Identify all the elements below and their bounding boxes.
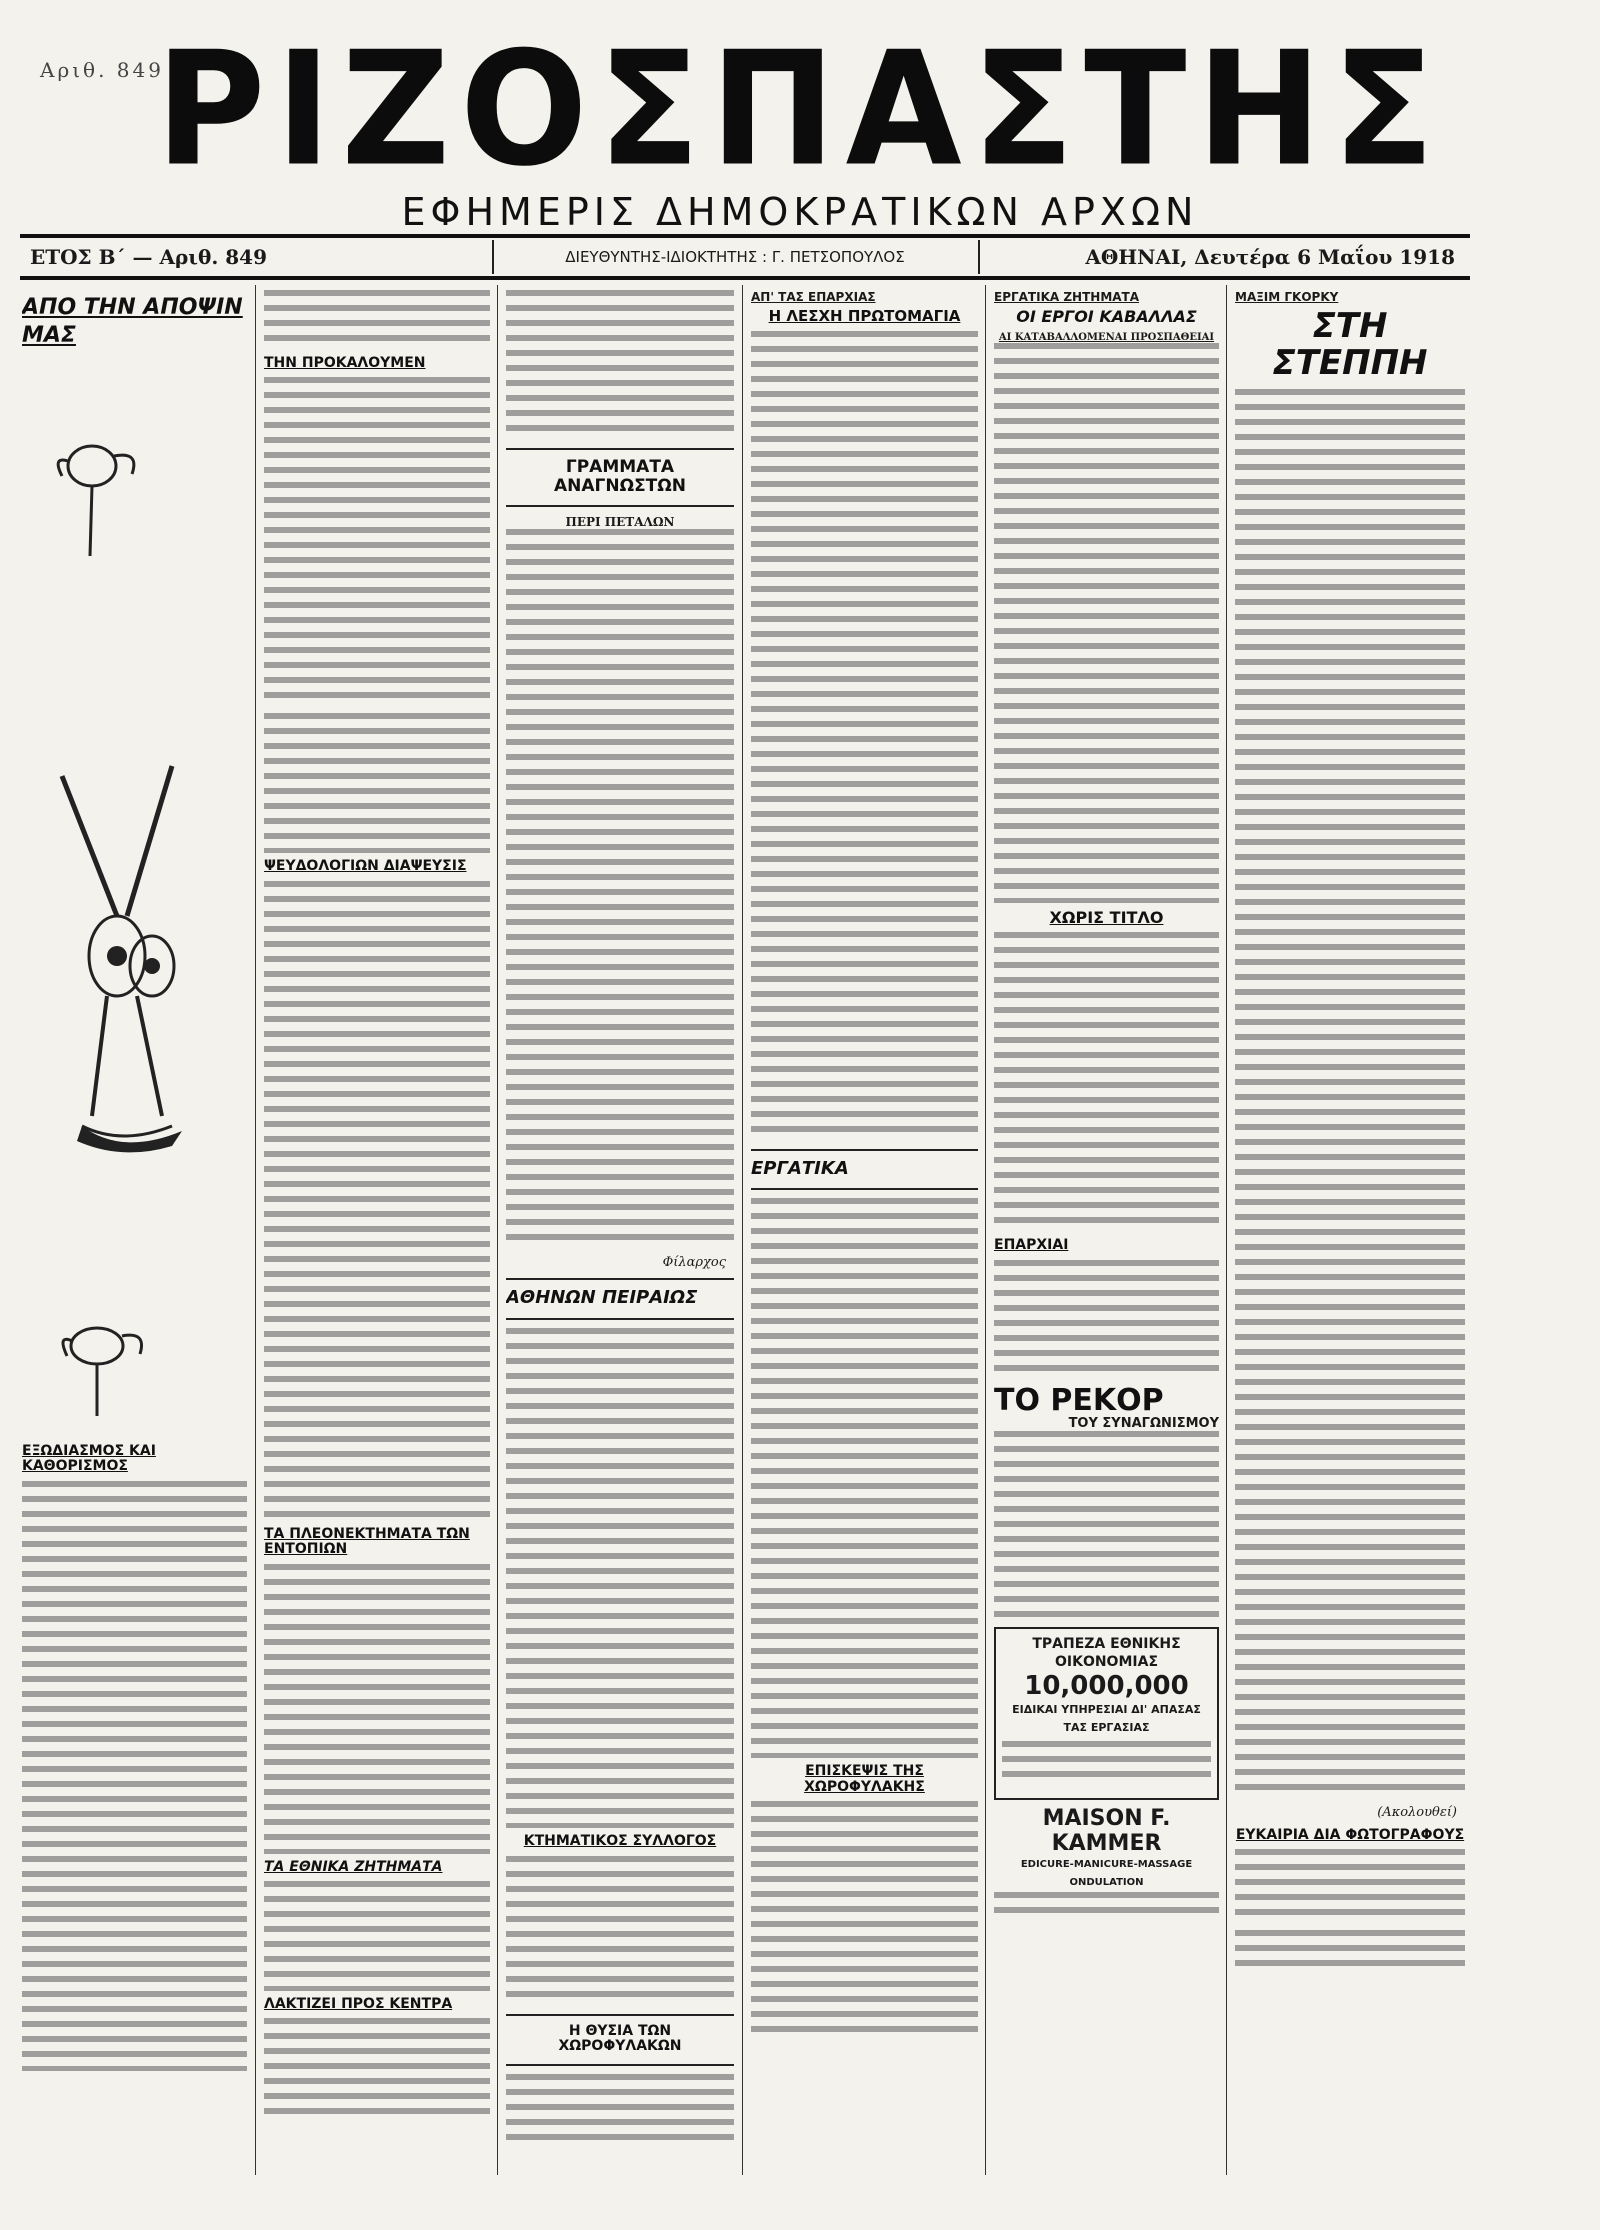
col5-body-4 <box>994 1431 1219 1621</box>
col3-signature: Φίλαρχος <box>662 1255 726 1271</box>
col6-body-2 <box>1235 1849 1465 1924</box>
col2-body-2 <box>264 881 490 1521</box>
col2-headline-5: ΛΑΚΤΙΖΕΙ ΠΡΟΣ ΚΕΝΤΡΑ <box>264 1995 453 2012</box>
column-2 <box>264 290 490 2170</box>
col4-headline-1: Η ΛΕΣΧΗ ΠΡΩΤΟΜΑΓΙΑ <box>768 307 961 325</box>
col3-body-2 <box>506 1328 734 1828</box>
col2-headline-3: ΤΑ ΠΛΕΟΝΕΚΤΗΜΑΤΑ ΤΩΝ ΕΝΤΟΠΙΩΝ <box>264 1525 470 1558</box>
col3-body-4 <box>506 2074 734 2144</box>
col3-headline-2: ΑΘΗΝΩΝ ΠΕΙΡΑΙΩΣ <box>506 1287 698 1309</box>
col3-headline-3: ΚΤΗΜΑΤΙΚΟΣ ΣΥΛΛΟΓΟΣ <box>523 1833 717 1850</box>
col2-body-4 <box>264 1881 490 1991</box>
col6-headline-1: ΣΤΗ ΣΤΕΠΠΗ <box>1272 306 1428 384</box>
col5-kicker: ΕΡΓΑΤΙΚΑ ΖΗΤΗΜΑΤΑ <box>994 290 1140 304</box>
col2-headline-2: ΨΕΥΔΟΛΟΓΙΩΝ ΔΙΑΨΕΥΣΙΣ <box>264 858 467 875</box>
col5-body-3 <box>994 1260 1219 1380</box>
col5-headline-2: ΧΩΡΙΣ ΤΙΤΛΟ <box>1049 907 1164 927</box>
col3-body-1 <box>506 529 734 1249</box>
col5-headline-3: ΕΠΑΡΧΙΑΙ <box>994 1237 1069 1254</box>
kammer-ad-title: MAISON F. KAMMER <box>1042 1805 1171 1856</box>
col3-headline-1: ΓΡΑΜΜΑΤΑ ΑΝΑΓΝΩΣΤΩΝ <box>554 457 686 496</box>
col3-body-3 <box>506 1856 734 2006</box>
col4-body-3 <box>751 1801 978 2041</box>
col4-body-2 <box>751 1198 978 1758</box>
col6-body-3 <box>1235 1930 1465 1970</box>
col3-subheadline-1: ΠΕΡΙ ΠΕΤΑΛΩΝ <box>565 515 675 530</box>
issue-corner-note: Αριθ. 849 <box>40 58 164 82</box>
bank-ad-title: ΤΡΑΠΕΖΑ ΕΘΝΙΚΗΣ ΟΙΚΟΝΟΜΙΑΣ <box>1032 1635 1181 1670</box>
col2-body-5 <box>264 2018 490 2118</box>
col4-body-1 <box>751 331 978 1141</box>
col6-body-1 <box>1235 389 1465 1799</box>
newspaper-subtitle: ΕΦΗΜΕΡΙΣ ΔΗΜΟΚΡΑΤΙΚΩΝ ΑΡΧΩΝ <box>401 190 1199 234</box>
col3-lead-text <box>506 290 734 440</box>
scissors-cartoon-illustration <box>22 356 247 1436</box>
column-rule <box>985 285 986 2175</box>
col5-body-2 <box>994 932 1219 1232</box>
col4-headline-3: ΕΠΙΣΚΕΨΙΣ ΤΗΣ ΧΩΡΟΦΥΛΑΚΗΣ <box>804 1763 925 1795</box>
dateline-separator <box>492 240 494 274</box>
col5-headline-1: ΟΙ ΕΡΓΟΙ ΚΑΒΑΛΛΑΣ <box>1016 307 1197 326</box>
col2-lead-text <box>264 290 490 350</box>
col2-headline-4: ΤΑ ΕΘΝΙΚΑ ΖΗΤΗΜΑΤΑ <box>264 1858 443 1875</box>
col3-headline-4: Η ΘΥΣΙΑ ΤΩΝ ΧΩΡΟΦΥΛΑΚΩΝ <box>558 2022 682 2054</box>
col2-body-1b <box>264 713 490 853</box>
col5-body-1 <box>994 343 1219 903</box>
column-rule <box>742 285 743 2175</box>
masthead-rule-top <box>20 234 1470 238</box>
col5-subheadline-1: ΑΙ ΚΑΤΑΒΑΛΛΟΜΕΝΑΙ ΠΡΟΣΠΑΘΕΙΑΙ <box>998 331 1215 343</box>
dateline-editor: ΔΙΕΥΘΥΝΤΗΣ-ΙΔΙΟΚΤΗΤΗΣ : Γ. ΠΕΤΣΟΠΟΥΛΟΣ <box>565 248 905 266</box>
column-rule <box>1226 285 1227 2175</box>
col1-article-body <box>22 1481 247 2071</box>
column-4 <box>751 290 978 2170</box>
bank-ad-body <box>1002 1741 1211 1786</box>
col5-headline-4: ΤΟ ΡΕΚΟΡ <box>994 1382 1164 1418</box>
bank-advertisement <box>994 1627 1219 1800</box>
newspaper-title: ΡΙΖΟΣΠΑΣΤΗΣ <box>155 18 1445 202</box>
col5-subheadline-4: ΤΟΥ ΣΥΝΑΓΩΝΙΣΜΟΥ <box>1068 1415 1219 1431</box>
col2-headline-1: ΤΗΝ ΠΡΟΚΑΛΟΥΜΕΝ <box>264 355 426 371</box>
column-rule <box>497 285 498 2175</box>
col1-article-headline: ΕΞΩΔΙΑΣΜΟΣ ΚΑΙ ΚΑΘΟΡΙΣΜΟΣ <box>22 1443 156 1475</box>
bank-ad-capital: 10,000,000 <box>1024 1670 1189 1701</box>
col4-kicker: ΑΠ' ΤΑΣ ΕΠΑΡΧΙΑΣ <box>751 290 876 304</box>
col2-body-1 <box>264 377 490 707</box>
masthead-rule-bottom <box>20 276 1470 280</box>
dateline-issue: ΕΤΟΣ Β΄ — Αριθ. 849 <box>30 245 267 269</box>
col2-body-3 <box>264 1564 490 1854</box>
column-1 <box>22 290 247 2170</box>
col6-kicker: ΜΑΞΙΜ ΓΚΟΡΚΥ <box>1235 290 1339 304</box>
col6-signature: (Ακολουθεί) <box>1377 1804 1457 1820</box>
col4-headline-2: ΕΡΓΑΤΙΚΑ <box>751 1157 849 1179</box>
col6-headline-2: ΕΥΚΑΙΡΙΑ ΔΙΑ ΦΩΤΟΓΡΑΦΟΥΣ <box>1235 1826 1465 1843</box>
column-rule <box>255 285 256 2175</box>
kammer-ad-body <box>994 1892 1219 1922</box>
column-6 <box>1235 290 1465 2170</box>
cartoon-title: ΑΠΟ ΤΗΝ ΑΠΟΨΙΝ ΜΑΣ <box>22 295 243 348</box>
dateline-date: ΑΘΗΝΑΙ, Δευτέρα 6 Μαΐου 1918 <box>1085 245 1455 269</box>
bank-ad-services: ΕΙΔΙΚΑΙ ΥΠΗΡΕΣΙΑΙ ΔΙ' ΑΠΑΣΑΣ ΤΑΣ ΕΡΓΑΣΙΑΣ <box>1012 1702 1201 1734</box>
column-3 <box>506 290 734 2170</box>
dateline-separator <box>978 240 980 274</box>
kammer-ad-services: EDICURE-MANICURE-MASSAGE ONDULATION <box>1020 1858 1193 1888</box>
column-5 <box>994 290 1219 2170</box>
